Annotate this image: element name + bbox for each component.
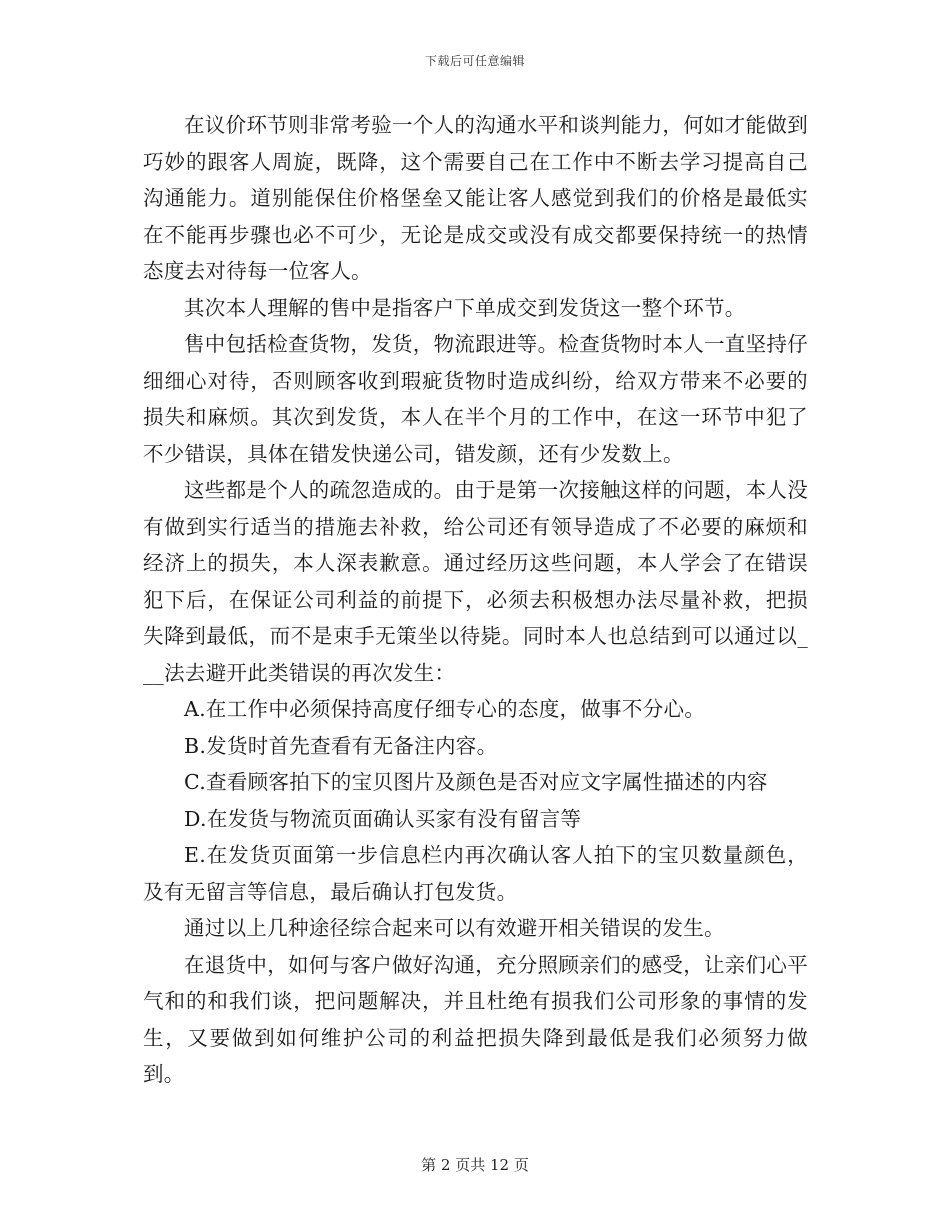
list-item-b: B.发货时首先查看有无备注内容。 [184,733,498,758]
list-item-c: C.查看顾客拍下的宝贝图片及颜色是否对应文字属性描述的内容 [184,770,768,794]
paragraph-summary: 通过以上几种途径综合起来可以有效避开相关错误的发生。 [184,916,725,940]
page-header: 下载后可任意编辑 [424,54,525,68]
page-number-footer: 第 2 页共 12 页 [421,1156,529,1174]
list-item-a: A.在工作中必须保持高度仔细专心的态度，做事不分心。 [184,697,706,721]
paragraph-negotiation: 在议价环节则非常考验一个人的沟通水平和谈判能力，何如才能做到巧妙的跟客人周旋，既降，这个需要自己在工作中不断去学习提高自己沟通能力。道别能保住价格堡垒又能让客人感觉到我们的价格是最低实在不能再步骤也必不可少，无论是成交或没有成交都要保持统一的热情态度去对待每一位客人。 [143,113,808,283]
list-item-e: E.在发货页面第一步信息栏内再次确认客人拍下的宝贝数量颜色，及有无留言等信息，最后确认打包发货。 [143,843,808,904]
paragraph-in-sale-details: 售中包括检查货物，发货，物流跟进等。检查货物时本人一直坚持仔细细心对待，否则顾客收到瑕疵货物时造成纠纷，给双方带来不必要的损失和麻烦。其次到发货，本人在半个月的工作中，在这一环节中犯了不少错误，具体在错发快递公司，错发颜，还有少发数上。 [143,332,808,466]
paragraph-returns: 在退货中，如何与客户做好沟通，充分照顾亲们的感受，让亲们心平气和的和我们谈，把问题解决，并且杜绝有损我们公司形象的事情的发生，又要做到如何维护公司的利益把损失降到最低是我们必须努力做到。 [143,952,808,1086]
document-body [143,107,808,1093]
list-item-d: D.在发货与物流页面确认买家有没有留言等 [184,806,582,831]
paragraph-mistakes: 这些都是个人的疏忽造成的。由于是第一次接触这样的问题，本人没有做到实行适当的措施去补救，给公司还有领导造成了不必要的麻烦和经济上的损失，本人深表歉意。通过经历这些问题，本人学会了在错误犯下后，在保证公司利益的前提下，必须去积极想办法尽量补救，把损失降到最低，而不是束手无策坐以待毙。同时本人也总结到可以通过以___法去避开此类错误的再次发生： [143,478,808,685]
paragraph-in-sale-definition: 其次本人理解的售中是指客户下单成交到发货这一整个环节。 [184,295,746,320]
